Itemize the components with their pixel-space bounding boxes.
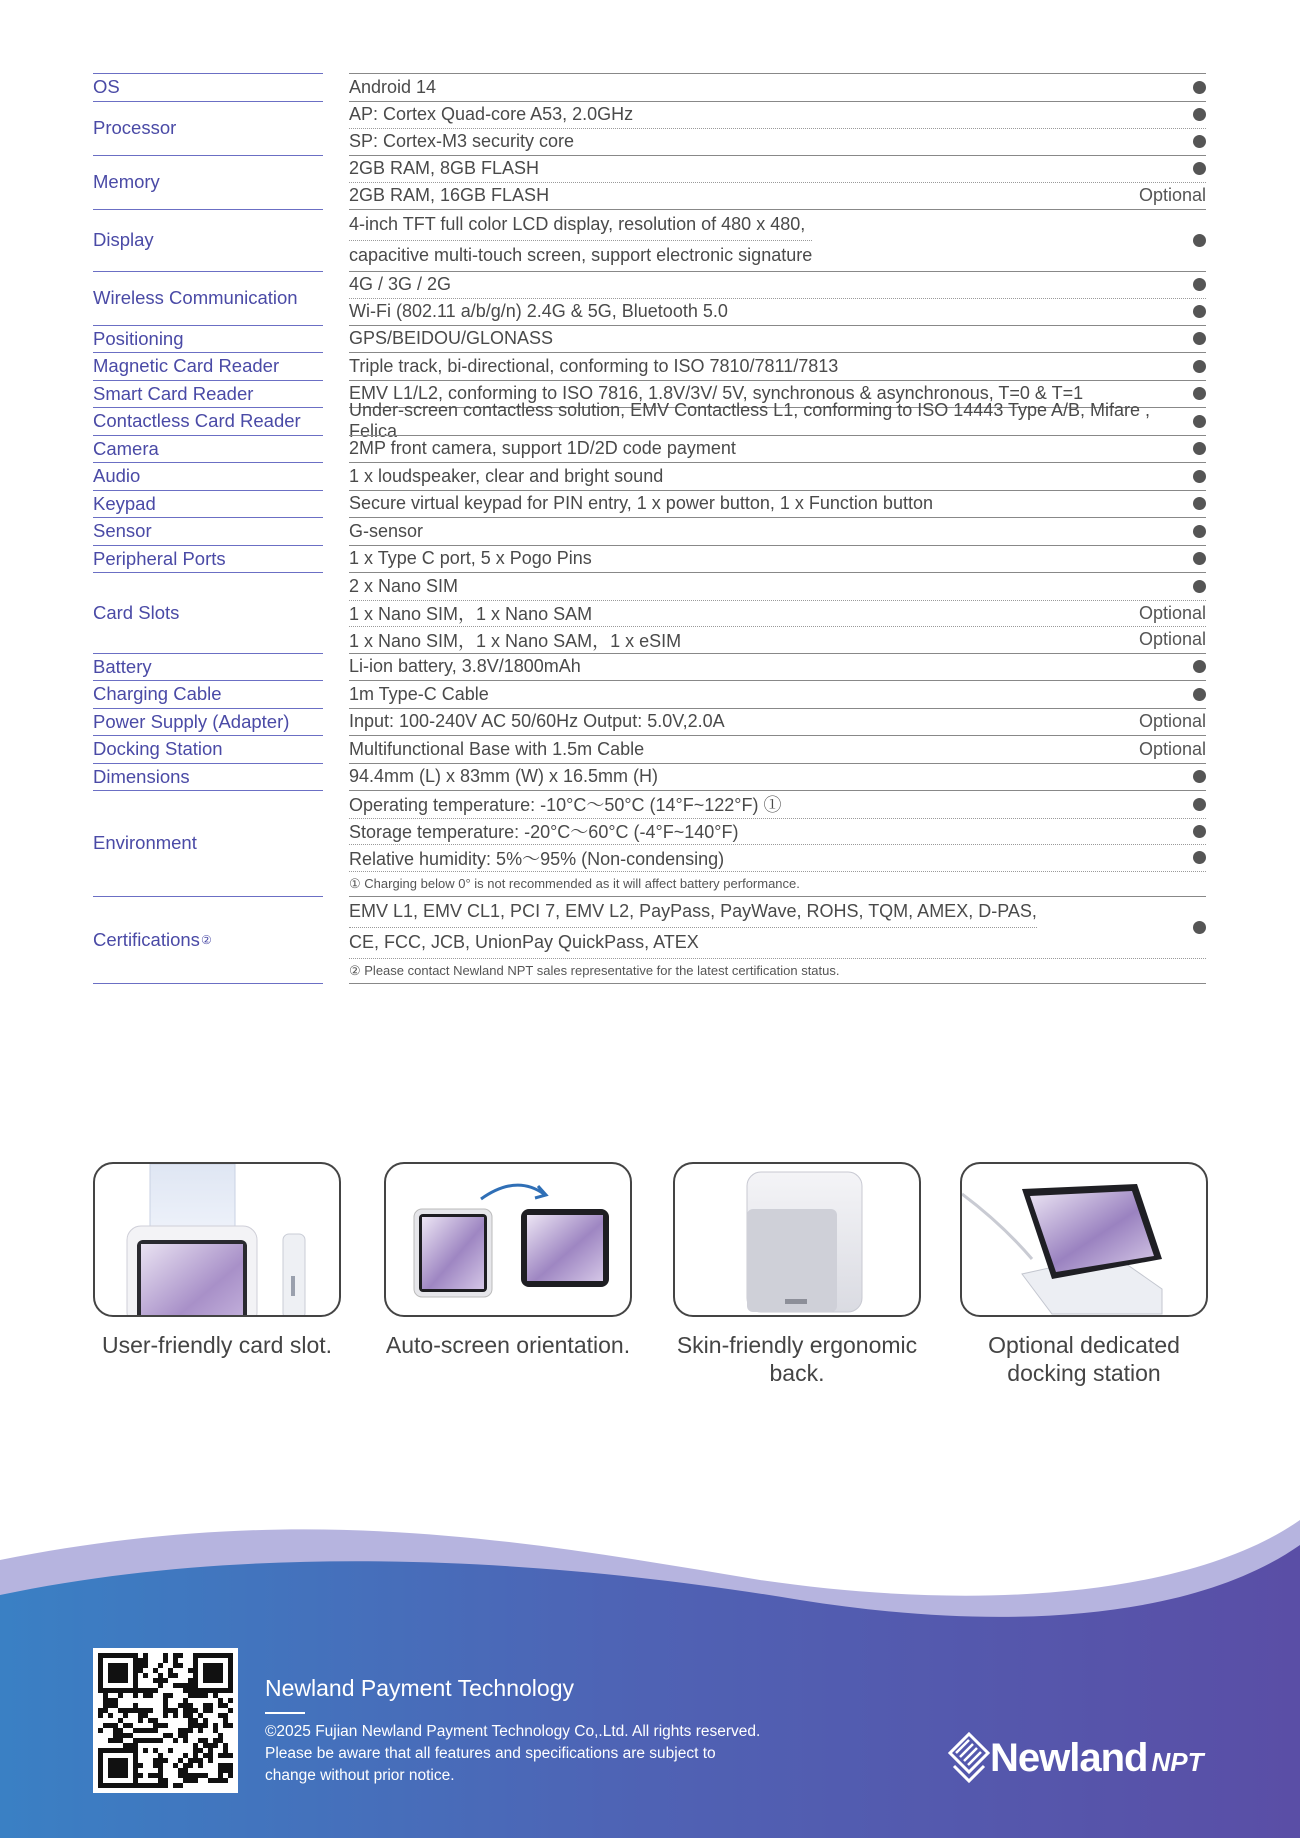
spec-label	[93, 407, 323, 435]
spec-values	[349, 517, 1206, 545]
newland-diamond-icon	[948, 1732, 990, 1784]
spec-group	[93, 708, 1208, 736]
spec-label	[93, 462, 323, 490]
spec-label-text: Power Supply (Adapter)	[93, 710, 290, 732]
spec-value: 1 x loudspeaker, clear and bright sound	[349, 465, 664, 486]
spec-row	[349, 736, 1206, 763]
spec-row	[349, 210, 1206, 271]
standard-feature-dot-icon	[1193, 798, 1206, 811]
spec-group	[93, 325, 1208, 353]
standard-feature-dot-icon	[1193, 387, 1206, 400]
spec-value: Under-screen contactless solution, EMV Contactless L1, conforming to ISO 14443 Type A/B, Mifare , Felica	[349, 400, 1151, 442]
spec-value: 1 x Type C port, 5 x Pogo Pins	[349, 548, 592, 569]
spec-group	[93, 209, 1208, 271]
standard-feature-dot-icon	[1193, 921, 1206, 934]
standard-feature-dot-icon	[1193, 497, 1206, 510]
spec-values	[349, 653, 1206, 681]
spec-group	[93, 763, 1208, 791]
spec-row	[349, 654, 1206, 681]
spec-label-text: Camera	[93, 437, 159, 459]
spec-value: Relative humidity: 5%～95% (Non-condensing)	[349, 848, 725, 869]
feature-caption: Optional dedicated docking station	[988, 1332, 1180, 1386]
spec-values	[349, 271, 1206, 325]
spec-values	[349, 101, 1206, 155]
optional-label: Optional	[1138, 602, 1206, 623]
spec-table	[93, 73, 1208, 984]
spec-group	[93, 400, 1208, 442]
spec-group	[93, 680, 1208, 708]
spec-label-text: Card Slots	[93, 601, 180, 623]
spec-values	[349, 680, 1206, 708]
spec-group	[93, 790, 1208, 896]
standard-feature-dot-icon	[1193, 234, 1206, 247]
spec-label-text: Certifications	[93, 928, 200, 950]
spec-label	[93, 735, 323, 763]
spec-value-line: EMV L1, EMV CL1, PCI 7, EMV L2, PayPass, PayWave, ROHS, TQM, AMEX, D-PAS,	[349, 901, 1037, 921]
feature-card-slot	[93, 1162, 341, 1359]
spec-value: Operating temperature: -10°C～50°C (14°F~122°F) ①	[349, 795, 782, 816]
standard-feature-dot-icon	[1193, 525, 1206, 538]
spec-values	[349, 896, 1206, 983]
spec-row	[349, 573, 1206, 600]
spec-label	[93, 680, 323, 708]
spec-row	[349, 353, 1206, 380]
feature-caption: Skin-friendly ergonomic back.	[676, 1332, 918, 1386]
spec-label	[93, 209, 323, 271]
optional-label: Optional	[1138, 185, 1206, 206]
standard-feature-dot-icon	[1193, 442, 1206, 455]
standard-feature-dot-icon	[1193, 825, 1206, 838]
spec-label	[93, 435, 323, 463]
spec-row	[349, 436, 1206, 463]
brand-name: Newland	[990, 1735, 1148, 1780]
spec-group	[93, 490, 1208, 518]
spec-row	[349, 518, 1206, 545]
spec-label-text: Charging Cable	[93, 683, 222, 705]
spec-row	[349, 681, 1206, 708]
spec-label	[93, 708, 323, 736]
feature-ergonomic-back	[673, 1162, 921, 1387]
spec-label	[93, 653, 323, 681]
spec-row	[349, 272, 1206, 299]
standard-feature-dot-icon	[1193, 660, 1206, 673]
spec-value: 94.4mm (L) x 83mm (W) x 16.5mm (H)	[349, 766, 659, 787]
spec-group	[93, 735, 1208, 763]
spec-row	[349, 546, 1206, 573]
spec-group	[93, 101, 1208, 155]
spec-row	[349, 128, 1206, 155]
spec-label-text: Wireless Communication	[93, 287, 298, 308]
spec-label	[93, 490, 323, 518]
optional-label: Optional	[1138, 711, 1206, 732]
footnote-mark: ②	[200, 932, 212, 947]
spec-values	[349, 400, 1206, 442]
auto-rotate-image	[384, 1162, 632, 1317]
spec-value: SP: Cortex-M3 security core	[349, 131, 575, 152]
feature-auto-rotate	[384, 1162, 632, 1359]
spec-label	[93, 896, 323, 983]
spec-label	[93, 545, 323, 573]
spec-value: AP: Cortex Quad-core A53, 2.0GHz	[349, 104, 634, 125]
spec-values	[349, 325, 1206, 353]
spec-label-text: OS	[93, 76, 120, 98]
spec-label	[93, 517, 323, 545]
spec-label-text: Peripheral Ports	[93, 547, 226, 569]
spec-value: 1 x Nano SIM，1 x Nano SAM	[349, 604, 593, 625]
standard-feature-dot-icon	[1193, 688, 1206, 701]
spec-value: 1m Type-C Cable	[349, 683, 489, 704]
spec-value: 2 x Nano SIM	[349, 575, 459, 596]
spec-value: Triple track, bi-directional, conforming to ISO 7810/7811/7813	[349, 355, 839, 376]
standard-feature-dot-icon	[1193, 81, 1206, 94]
spec-value: Multifunctional Base with 1.5m Cable	[349, 738, 645, 759]
spec-value: 1 x Nano SIM，1 x Nano SAM，1 x eSIM	[349, 630, 682, 651]
spec-value: 2MP front camera, support 1D/2D code payment	[349, 438, 736, 459]
device-back-image	[673, 1162, 921, 1317]
spec-value-line: CE, FCC, JCB, UnionPay QuickPass, ATEX	[349, 927, 1037, 958]
spec-label	[93, 380, 323, 408]
spec-values	[349, 763, 1206, 791]
brand-suffix: NPT	[1151, 1746, 1204, 1777]
spec-row	[349, 326, 1206, 353]
spec-row	[349, 74, 1206, 101]
spec-values	[349, 73, 1206, 101]
spec-label-text: Processor	[93, 117, 177, 138]
spec-row	[349, 764, 1206, 791]
feature-caption: User-friendly card slot.	[101, 1332, 333, 1358]
spec-values	[349, 545, 1206, 573]
spec-label-text: Contactless Card Reader	[93, 410, 301, 432]
spec-label	[93, 352, 323, 380]
spec-value: EMV L1/L2, conforming to ISO 7816, 1.8V/3V/ 5V, synchronous & asynchronous, T=0 & T=1	[349, 383, 1084, 404]
standard-feature-dot-icon	[1193, 135, 1206, 148]
legal-line: change without prior notice.	[265, 1767, 455, 1784]
standard-feature-dot-icon	[1193, 360, 1206, 373]
spec-value: Android 14	[349, 76, 437, 97]
standard-feature-dot-icon	[1193, 580, 1206, 593]
spec-group	[93, 435, 1208, 463]
spec-values	[349, 572, 1206, 653]
spec-group	[93, 545, 1208, 573]
spec-row	[349, 844, 1206, 871]
spec-value: Wi-Fi (802.11 a/b/g/n) 2.4G & 5G, Bluetooth 5.0	[349, 301, 728, 322]
standard-feature-dot-icon	[1193, 108, 1206, 121]
card-slot-image	[93, 1162, 341, 1317]
spec-value-line: capacitive multi-touch screen, support electronic signature	[349, 240, 812, 271]
spec-label-text: Environment	[93, 832, 197, 854]
spec-label-text: Magnetic Card Reader	[93, 355, 280, 377]
spec-values	[349, 209, 1206, 271]
spec-label-text: Sensor	[93, 520, 152, 542]
spec-row	[349, 897, 1206, 958]
spec-row	[349, 958, 1206, 983]
standard-feature-dot-icon	[1193, 552, 1206, 565]
spec-label-text: Memory	[93, 171, 160, 192]
footnote-text: ② Please contact Newland NPT sales representative for the latest certification status.	[349, 962, 840, 978]
spec-label-text: Positioning	[93, 327, 184, 349]
spec-group	[93, 572, 1208, 653]
spec-value: Li-ion battery, 3.8V/1800mAh	[349, 656, 581, 677]
standard-feature-dot-icon	[1193, 770, 1206, 783]
divider	[265, 1712, 305, 1714]
spec-value: Input: 100-240V AC 50/60Hz Output: 5.0V,2.0A	[349, 711, 725, 732]
standard-feature-dot-icon	[1193, 332, 1206, 345]
spec-value: 2GB RAM, 16GB FLASH	[349, 185, 550, 206]
spec-value-line: 4-inch TFT full color LCD display, resolution of 480 x 480,	[349, 214, 806, 234]
spec-row	[349, 791, 1206, 818]
spec-label	[93, 155, 323, 209]
spec-row	[349, 400, 1206, 442]
standard-feature-dot-icon	[1193, 305, 1206, 318]
spec-group	[93, 462, 1208, 490]
legal-line: Please be aware that all features and specifications are subject to	[265, 1745, 716, 1762]
spec-group	[93, 896, 1208, 983]
spec-label	[93, 790, 323, 896]
feature-docking	[960, 1162, 1208, 1387]
spec-label	[93, 101, 323, 155]
standard-feature-dot-icon	[1193, 470, 1206, 483]
legal-text	[265, 1721, 825, 1787]
spec-values	[349, 490, 1206, 518]
spec-label	[93, 271, 323, 325]
standard-feature-dot-icon	[1193, 162, 1206, 175]
spec-value: GPS/BEIDOU/GLONASS	[349, 328, 554, 349]
spec-label-text: Audio	[93, 465, 141, 487]
spec-label	[93, 763, 323, 791]
spec-label	[93, 572, 323, 653]
optional-label: Optional	[1138, 738, 1206, 759]
spec-label	[93, 73, 323, 101]
spec-value: 2GB RAM, 8GB FLASH	[349, 158, 540, 179]
spec-group	[93, 352, 1208, 380]
legal-line: ©2025 Fujian Newland Payment Technology Co,.Ltd. All rights reserved.	[265, 1723, 761, 1740]
standard-feature-dot-icon	[1193, 278, 1206, 291]
spec-row	[349, 600, 1206, 627]
spec-group	[93, 271, 1208, 325]
company-name: Newland Payment Technology	[265, 1675, 574, 1701]
standard-feature-dot-icon	[1193, 851, 1206, 864]
spec-row	[349, 298, 1206, 325]
spec-row	[349, 818, 1206, 845]
spec-label-text: Display	[93, 229, 154, 250]
spec-label-text: Battery	[93, 655, 152, 677]
spec-value: Storage temperature: -20°C～60°C (-4°F~140°F)	[349, 822, 739, 843]
footnote-text: ① Charging below 0° is not recommended as it will affect battery performance.	[349, 875, 800, 891]
spec-values	[349, 462, 1206, 490]
optional-label: Optional	[1138, 629, 1206, 650]
spec-group	[93, 155, 1208, 209]
newland-npt-logo	[948, 1732, 1203, 1784]
spec-value: Secure virtual keypad for PIN entry, 1 x power button, 1 x Function button	[349, 493, 933, 514]
docking-station-image	[960, 1162, 1208, 1317]
spec-row	[349, 463, 1206, 490]
spec-group	[93, 653, 1208, 681]
spec-row	[349, 491, 1206, 518]
spec-values	[349, 790, 1206, 896]
spec-row	[349, 626, 1206, 653]
spec-row	[349, 102, 1206, 129]
spec-label-text: Keypad	[93, 492, 156, 514]
spec-row	[349, 871, 1206, 896]
spec-label	[93, 325, 323, 353]
spec-values	[349, 708, 1206, 736]
spec-values	[349, 435, 1206, 463]
spec-values	[349, 155, 1206, 209]
spec-row	[349, 182, 1206, 209]
spec-group	[93, 73, 1208, 101]
spec-label-text: Docking Station	[93, 738, 223, 760]
spec-label-text: Smart Card Reader	[93, 382, 254, 404]
spec-values	[349, 352, 1206, 380]
spec-value: G-sensor	[349, 520, 424, 541]
spec-row	[349, 709, 1206, 736]
feature-caption: Auto-screen orientation.	[385, 1332, 631, 1358]
spec-label-text: Dimensions	[93, 765, 190, 787]
standard-feature-dot-icon	[1193, 415, 1206, 428]
qr-code	[93, 1648, 238, 1793]
spec-values	[349, 735, 1206, 763]
table-bottom-rule	[93, 983, 1208, 984]
spec-value: 4G / 3G / 2G	[349, 274, 452, 295]
spec-row	[349, 156, 1206, 183]
spec-group	[93, 517, 1208, 545]
